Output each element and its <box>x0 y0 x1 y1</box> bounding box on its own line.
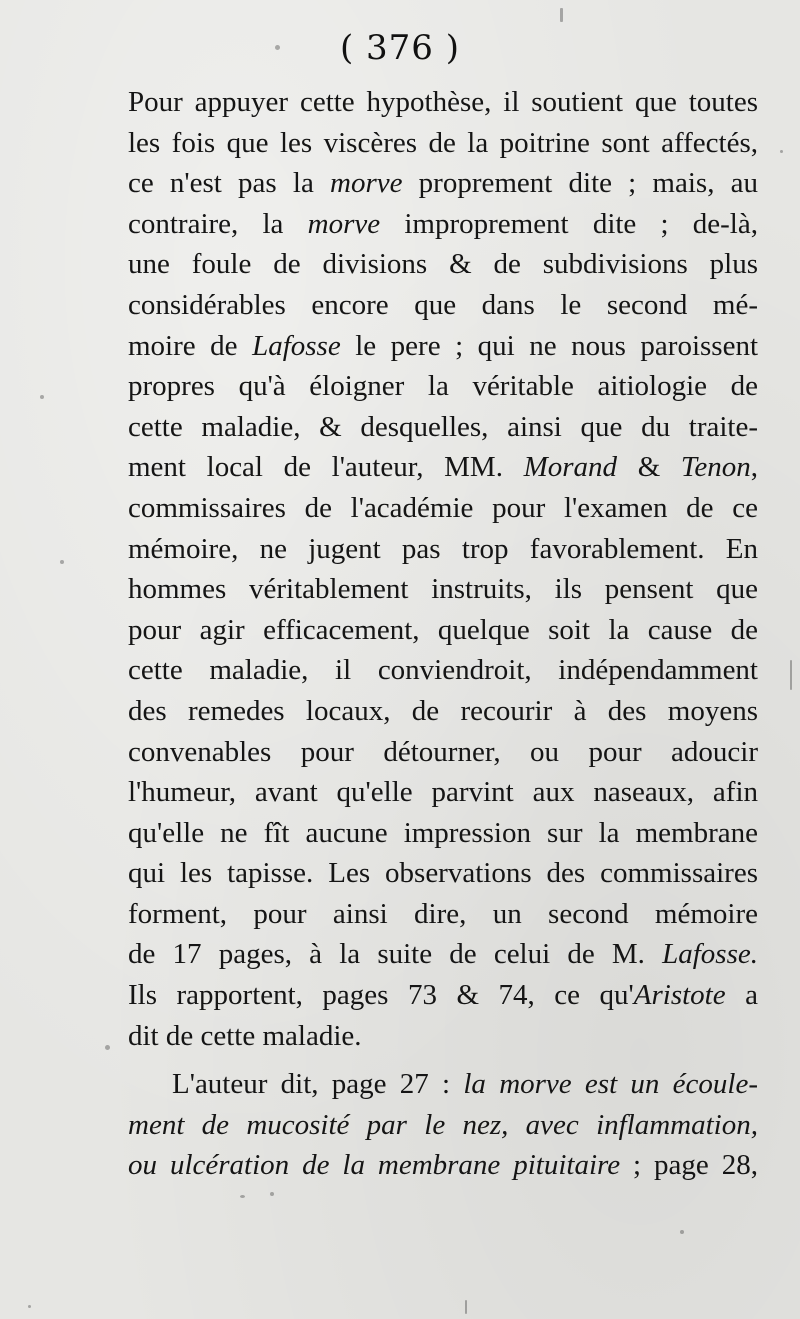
text-line <box>128 934 758 975</box>
italic-text: ou ulcération de la membrane pituitaire <box>128 1149 621 1182</box>
text-line <box>128 488 758 529</box>
text-run: ce n'est pas la <box>128 167 330 200</box>
text-line <box>128 285 758 326</box>
text-run: de 17 pages, à la suite de celui de M. <box>128 938 663 971</box>
text-run: forment, pour ainsi dire, un second mémoire <box>128 897 758 930</box>
text-line <box>128 447 758 488</box>
text-run: l'humeur, avant qu'elle parvint aux naseaux, afin <box>128 776 758 809</box>
text-run: cette maladie, il conviendroit, indépendamment <box>128 654 758 687</box>
text-run: commissaires de l'académie pour l'examen de ce <box>128 491 758 524</box>
text-line <box>128 407 758 448</box>
text-run: le pere ; qui ne nous paroissent <box>340 329 759 362</box>
text-run: mémoire, ne jugent pas trop favorablement. En <box>128 532 758 565</box>
italic-text: morve <box>307 207 381 240</box>
text-run: cette maladie, & desquelles, ainsi que du traite- <box>128 410 758 443</box>
text-line <box>128 894 758 935</box>
text-line <box>128 123 758 164</box>
text-line <box>128 1064 758 1105</box>
text-run: contraire, la <box>128 207 308 240</box>
text-line <box>128 1016 758 1057</box>
text-line <box>128 82 758 123</box>
text-line <box>128 691 758 732</box>
text-run: les fois que les viscères de la poitrine sont affectés, <box>128 126 758 159</box>
italic-text: Aristote <box>633 979 726 1012</box>
text-run: Pour appuyer cette hypothèse, il soutient que toutes <box>128 86 758 118</box>
text-run: considérables encore que dans le second mé- <box>128 288 758 321</box>
text-run: Ils rapportent, pages 73 & 74, ce qu' <box>128 979 634 1012</box>
italic-text: la morve est un écoule- <box>463 1068 758 1101</box>
italic-text: Tenon <box>680 451 751 484</box>
text-line <box>128 975 758 1016</box>
text-run: , <box>750 451 758 484</box>
text-run: improprement dite ; de-là, <box>380 207 758 240</box>
text-run: proprement dite ; mais, au <box>402 167 758 200</box>
text-line <box>128 366 758 407</box>
page-number: ( 376 ) <box>339 28 461 68</box>
italic-text: Lafosse. <box>662 938 758 971</box>
text-line <box>128 853 758 894</box>
text-run: pour agir efficacement, quelque soit la cause de <box>128 613 758 646</box>
italic-text: Morand <box>523 451 618 484</box>
text-line <box>128 732 758 773</box>
text-run: qu'elle ne fît aucune impression sur la membrane <box>128 816 758 849</box>
text-line <box>128 529 758 570</box>
text-line <box>128 244 758 285</box>
italic-text: Lafosse <box>252 329 341 362</box>
text-line <box>128 772 758 813</box>
text-run: dit de cette maladie. <box>128 1019 362 1052</box>
text-line <box>128 1105 758 1146</box>
text-run: moire de <box>128 329 253 362</box>
text-run: propres qu'à éloigner la véritable aitiologie de <box>128 370 758 403</box>
text-run: ment local de l'auteur, MM. <box>128 451 524 484</box>
text-line <box>128 569 758 610</box>
text-run: ; page 28, <box>620 1149 758 1182</box>
body-text <box>128 82 758 1186</box>
text-run: L'auteur dit, page 27 : <box>172 1068 464 1101</box>
text-line <box>128 163 758 204</box>
text-line <box>128 610 758 651</box>
text-line <box>128 1145 758 1186</box>
paragraph-gap <box>128 1056 758 1064</box>
text-run: hommes véritablement instruits, ils pensent que <box>128 573 758 606</box>
text-line <box>128 813 758 854</box>
text-run: qui les tapisse. Les observations des commissaires <box>128 857 758 890</box>
text-run: & <box>617 451 681 484</box>
text-run: a <box>725 979 759 1012</box>
italic-text: morve <box>330 167 403 200</box>
italic-text: ment de mucosité par le nez, avec inflammation, <box>128 1108 758 1141</box>
text-line <box>128 204 758 245</box>
text-run: des remedes locaux, de recourir à des moyens <box>128 694 758 727</box>
text-line <box>128 650 758 691</box>
text-run: convenables pour détourner, ou pour adoucir <box>128 735 758 768</box>
text-line <box>128 326 758 367</box>
text-run: une foule de divisions & de subdivisions plus <box>128 248 758 281</box>
